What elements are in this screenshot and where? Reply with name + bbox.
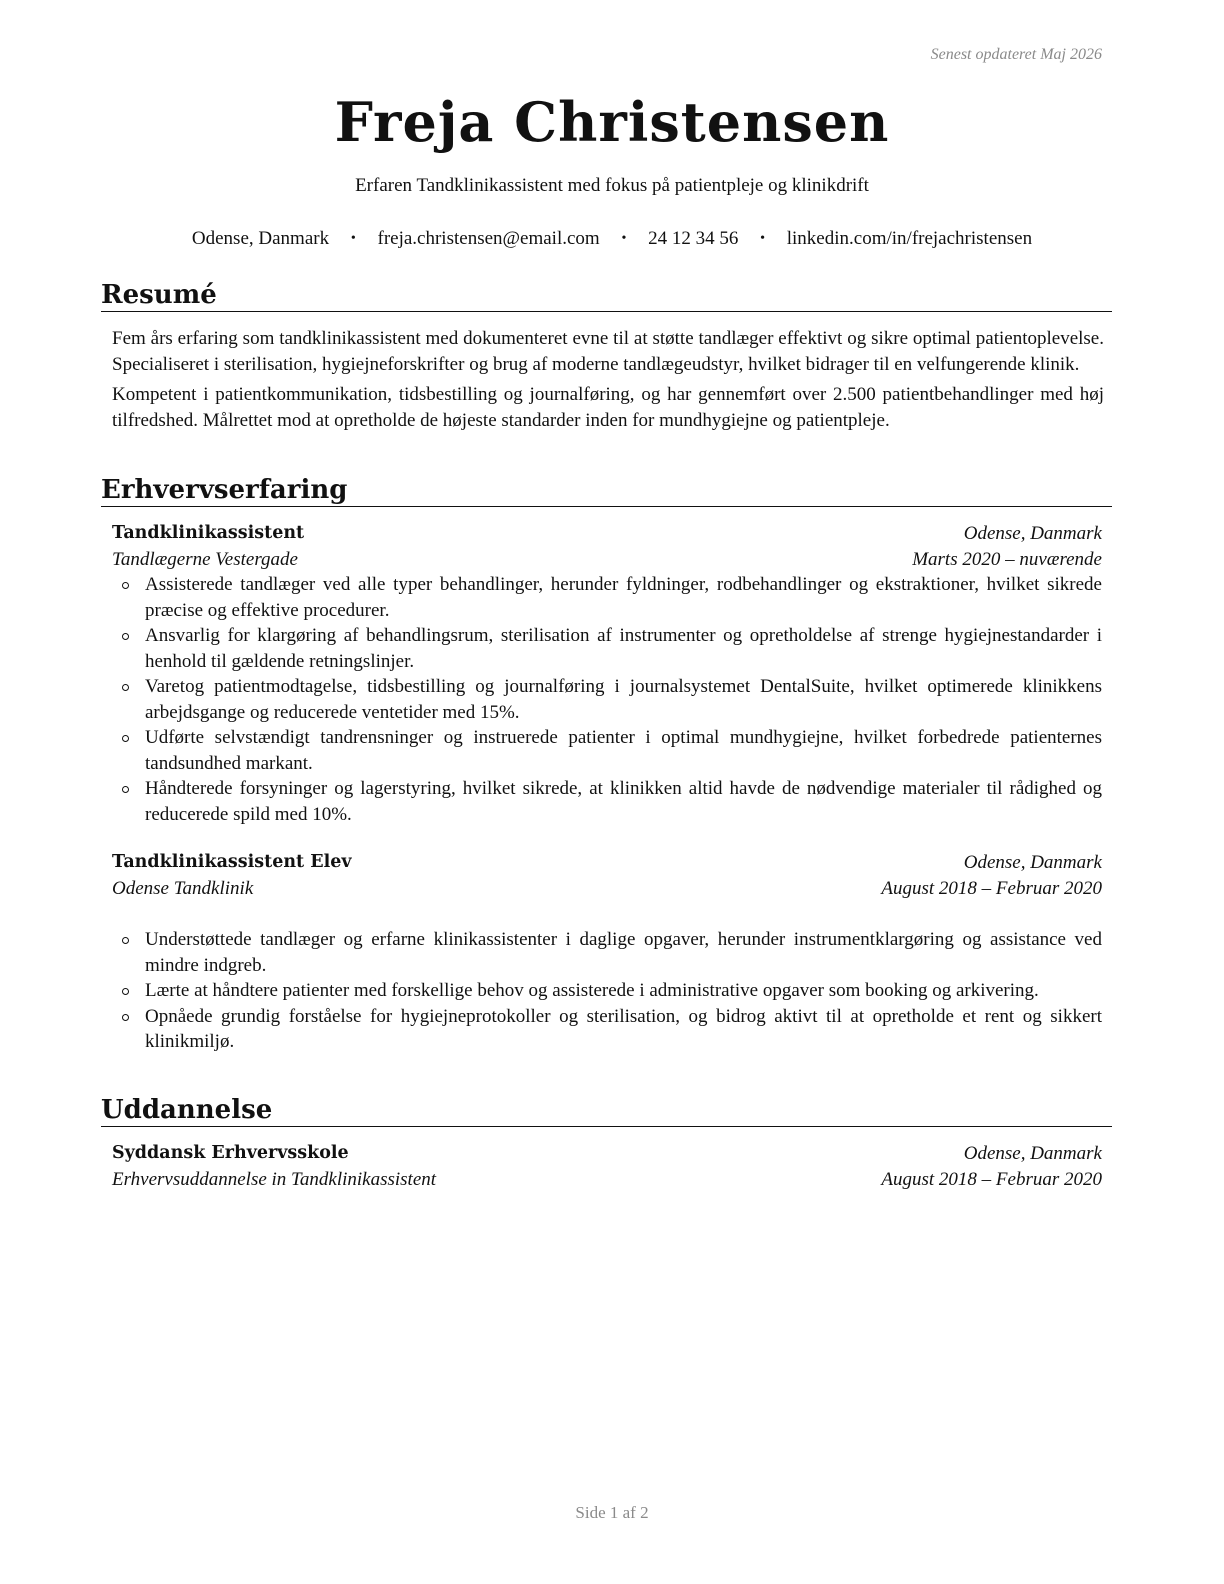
separator-dot: • [760, 231, 765, 246]
job-location: Odense, Danmark [963, 523, 1102, 544]
list-item [112, 674, 1102, 725]
job-employer: Odense Tandklinik [112, 878, 254, 899]
job-location: Odense, Danmark [963, 852, 1102, 873]
list-item [112, 572, 1102, 623]
job-employer: Tandlægerne Vestergade [112, 549, 298, 570]
page-number: Side 1 af 2 [575, 1503, 649, 1522]
list-item [112, 1004, 1102, 1055]
bullet-text: Varetog patientmodtagelse, tidsbestilling og journalføring i journalsystemet DentalSuite, hvilket optimerede klinikkens arbejdsgange og reducerede ventetider med 15%. [145, 676, 1102, 723]
job-dates: August 2018 – Februar 2020 [881, 878, 1102, 899]
bullet-icon [122, 988, 129, 995]
bullet-icon [122, 582, 129, 589]
contact-phone: 24 12 34 56 [648, 228, 739, 249]
bullet-icon [122, 633, 129, 640]
bullet-icon [122, 735, 129, 742]
last-updated: Senest opdateret Maj 2026 [930, 46, 1102, 63]
job-bullets [112, 927, 1102, 1055]
job-header [112, 521, 1102, 547]
bullet-text: Assisterede tandlæger ved alle typer behandlinger, herunder fyldninger, rodbehandlinger og ekstraktioner, hvilket sikrede præcise og effektive procedurer. [145, 574, 1102, 621]
bullet-text: Understøttede tandlæger og erfarne klinikassistenter i daglige opgaver, herunder instrumentklargøring og assistance ved mindre indgreb. [145, 929, 1102, 976]
summary-paragraph: Kompetent i patientkommunikation, tidsbestilling og journalføring, og har gennemført over 2.500 patientbehandlinger med høj tilfredshed. Målrettet mod at opretholde de højeste standarder inden for mundhygiejne og patientpleje. [112, 384, 1104, 431]
contact-location: Odense, Danmark [191, 228, 330, 249]
summary-text [112, 326, 1104, 438]
bullet-text: Håndterede forsyninger og lagerstyring, hvilket sikrede, at klinikken altid havde de nødvendige materialer til rådighed og reducerede spild med 10%. [145, 778, 1102, 825]
tagline: Erfaren Tandklinikassistent med fokus på patientpleje og klinikdrift [355, 175, 869, 196]
candidate-name: Freja Christensen [334, 90, 890, 154]
job-subheader [112, 876, 1102, 902]
bullet-text: Lærte at håndtere patienter med forskellige behov og assisterede i administrative opgaver som booking og arkivering. [145, 980, 1039, 1001]
degree: Erhvervsuddannelse in Tandklinikassistent [112, 1169, 437, 1190]
section-title-education: Uddannelse [101, 1095, 1112, 1127]
school-name: Syddansk Erhvervsskole [112, 1143, 349, 1163]
section-title-summary: Resumé [101, 280, 1112, 312]
bullet-icon [122, 937, 129, 944]
list-item [112, 725, 1102, 776]
contact-line [0, 228, 1224, 250]
education-dates: August 2018 – Februar 2020 [881, 1169, 1102, 1190]
separator-dot: • [621, 231, 627, 246]
summary-paragraph: Fem års erfaring som tandklinikassistent med dokumenteret evne til at støtte tandlæger effektivt og sikre optimal patientoplevelse. Specialiseret i sterilisation, hygiejneforskrifter og brug af moderne tandlægeudstyr, hvilket bidrager til en velfungerende klinik. [112, 328, 1104, 375]
bullet-icon [122, 684, 129, 691]
bullet-text: Opnåede grundig forståelse for hygiejneprotokoller og sterilisation, og bidrog aktivt til at opretholde et rent og sikkert klinikmiljø. [145, 1005, 1102, 1052]
bullet-text: Udførte selvstændigt tandrensninger og instruerede patienter i optimal mundhygiejne, hvilket forbedrede patienternes tandsundhed markant. [145, 727, 1102, 774]
job-dates: Marts 2020 – nuværende [912, 549, 1102, 570]
contact-email[interactable]: freja.christensen@email.com [377, 228, 600, 249]
school-location: Odense, Danmark [963, 1143, 1102, 1164]
job-header [112, 850, 1102, 876]
list-item [112, 623, 1102, 674]
education-header [112, 1141, 1102, 1167]
bullet-icon [122, 1014, 129, 1021]
job-role: Tandklinikassistent [112, 523, 305, 543]
list-item [112, 927, 1102, 978]
separator-dot: • [350, 231, 356, 246]
job-bullets [112, 572, 1102, 827]
job-subheader [112, 547, 1102, 573]
contact-linkedin[interactable]: linkedin.com/in/frejachristensen [786, 228, 1033, 249]
section-title-experience: Erhvervserfaring [101, 475, 1112, 507]
education-subheader [112, 1167, 1102, 1193]
job-role: Tandklinikassistent Elev [112, 852, 352, 872]
bullet-text: Ansvarlig for klargøring af behandlingsrum, sterilisation af instrumenter og opretholdelse af strenge hygiejnestandarder i henhold til gældende retningslinjer. [145, 625, 1102, 672]
bullet-icon [122, 786, 129, 793]
list-item [112, 776, 1102, 827]
list-item [112, 978, 1102, 1004]
